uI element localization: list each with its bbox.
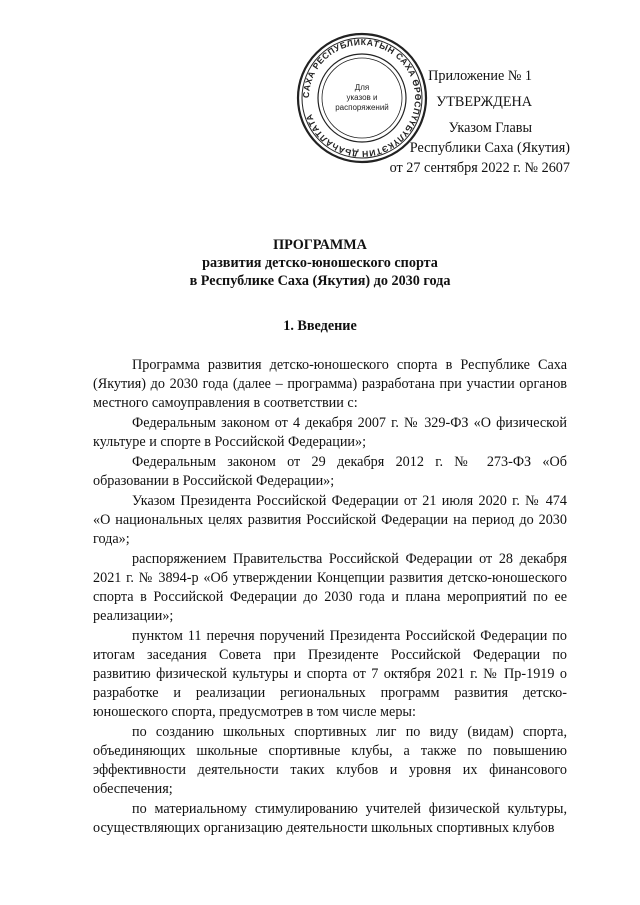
approved-label: УТВЕРЖДЕНА <box>436 94 532 110</box>
paragraph: распоряжением Правительства Российской Федерации от 28 декабря 2021 г. № 3894-р «Об утверждении Концепции развития детско-юношеского спорта в Российской Федерации до 2030 года и плана мероприятий по ее реализации»; <box>93 551 567 624</box>
stamp-outer-text: САХА РЕСПУБЛИКАТЫН САХА ӨРӨСПҮҮБҮЛҮКЭТИН ДЬАҺАЛТАТА <box>300 36 424 160</box>
decree-date: от 27 сентября 2022 г. № 2607 <box>389 160 570 176</box>
appendix-label: Приложение № 1 <box>428 68 532 84</box>
paragraph: по материальному стимулированию учителей физической культуры, осуществляющих организацию деятельности школьных спортивных клубов <box>93 801 567 836</box>
paragraph: Программа развития детско-юношеского спорта в Республике Саха (Якутия) до 2030 года (далее – программа) разработана при участии органов местного самоуправления в соответствии с: <box>93 357 567 411</box>
paragraph: Федеральным законом от 29 декабря 2012 г. № 273-ФЗ «Об образовании в Российской Федерации»; <box>93 454 567 489</box>
stamp-inner-line-1: Для <box>354 83 370 92</box>
title-line-1: ПРОГРАММА <box>273 237 367 253</box>
paragraph: Указом Президента Российской Федерации от 21 июля 2020 г. № 474 «О национальных целях развития Российской Федерации на период до 2030 года»; <box>93 493 567 547</box>
approval-block <box>370 66 570 178</box>
stamp-inner-line-3: распоряжений <box>335 103 389 112</box>
title-line-2: развития детско-юношеского спорта <box>202 255 438 271</box>
title-line-3: в Республике Саха (Якутия) до 2030 года <box>189 273 451 289</box>
section-heading: 1. Введение <box>283 318 357 334</box>
decree-label: Указом Главы <box>448 120 532 136</box>
document-body <box>93 356 567 839</box>
document-title <box>0 236 640 290</box>
paragraph: Федеральным законом от 4 декабря 2007 г. № 329-ФЗ «О физической культуре и спорте в Российской Федерации»; <box>93 415 567 450</box>
stamp-inner-line-2: указов и <box>346 93 378 102</box>
paragraph: по созданию школьных спортивных лиг по виду (видам) спорта, объединяющих школьные спортивные клубы, а также по повышению эффективности деятельности таких клубов и уровня их финансового обеспечения; <box>93 724 567 797</box>
republic-label: Республики Саха (Якутия) <box>409 140 570 156</box>
paragraph: пунктом 11 перечня поручений Президента Российской Федерации по итогам заседания Совета при Президенте Российской Федерации по развитию физической культуры и спорта от 7 октября 2021 г. № Пр-1919 о разработке и реализации региональных программ развития детско-юношеского спорта, предусмотрев в том числе меры: <box>93 628 567 720</box>
